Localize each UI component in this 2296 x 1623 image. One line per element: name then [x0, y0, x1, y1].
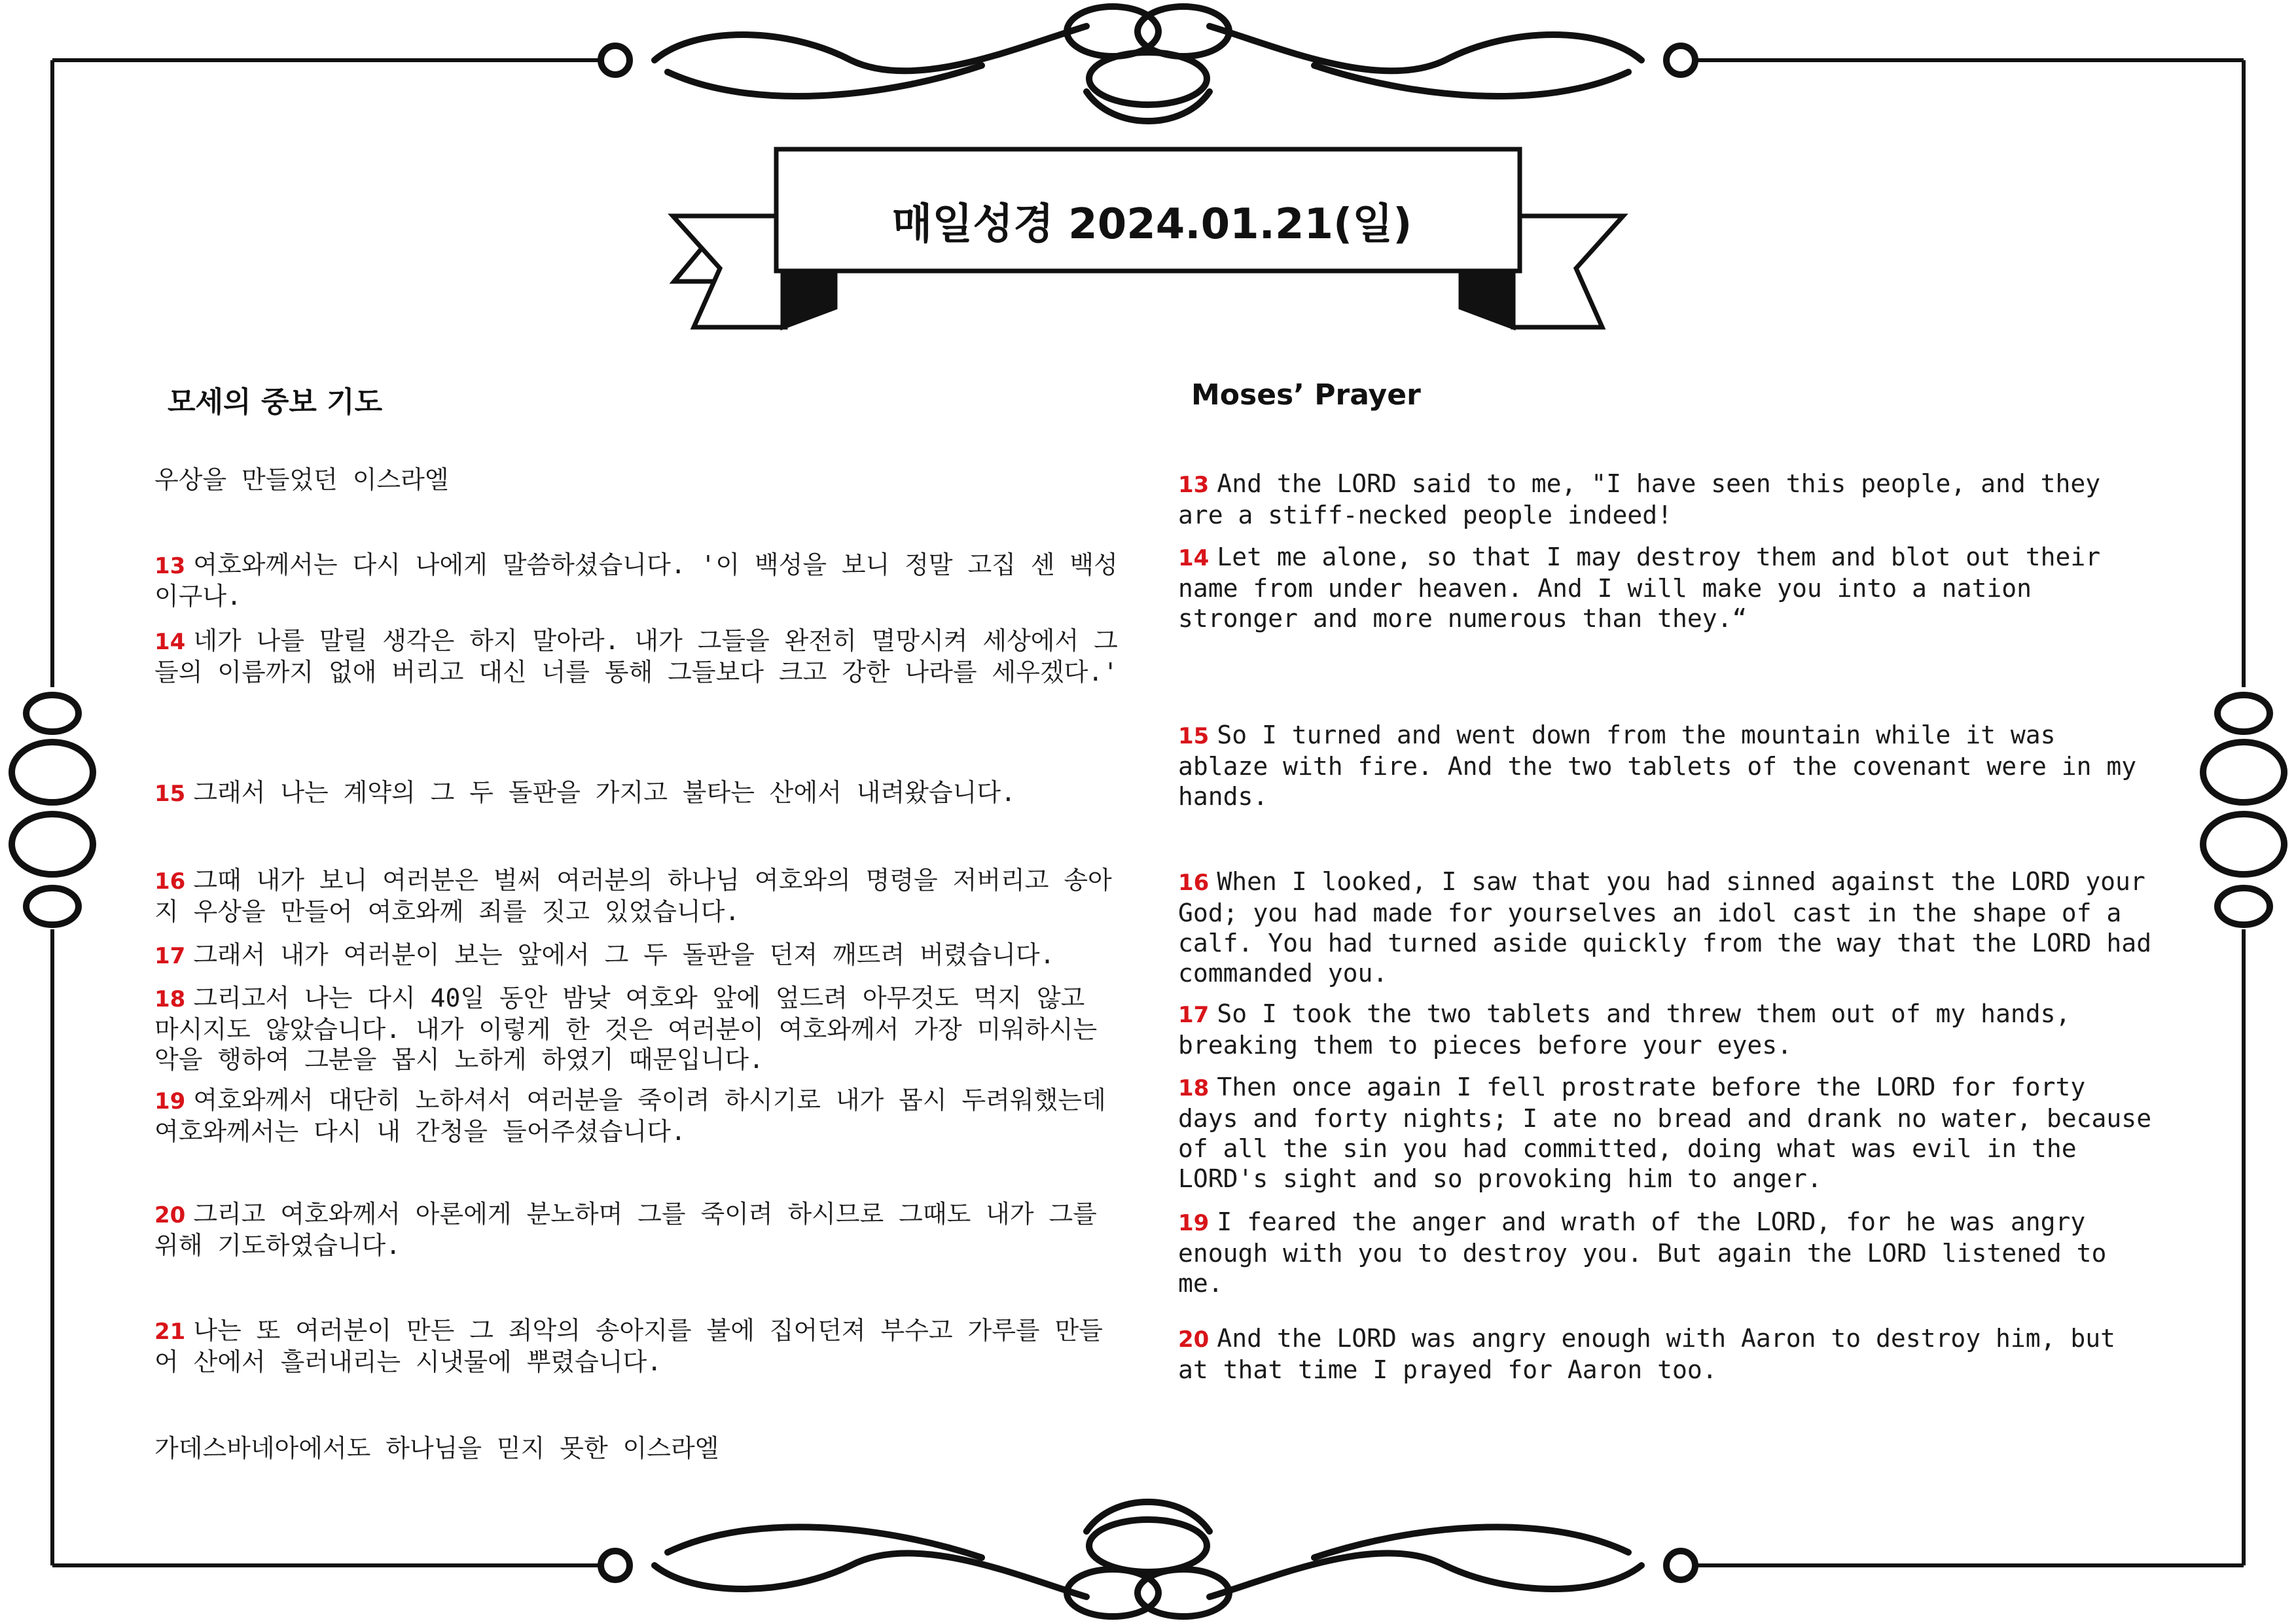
english-verse-19: 19 I feared the anger and wrath of the LORD, for he was angry enough with you to destroy you. But again the LORD listened to me. [1178, 1207, 2107, 1298]
english-verse-14: 14 Let me alone, so that I may destroy them and blot out their name from under heaven. And I will make you into a nation stronger and more numerous than they.“ [1178, 543, 2101, 633]
korean-subtitle-2: 가데스바네아에서도 하나님을 믿지 못한 이스라엘 [154, 1434, 719, 1463]
english-verse-13: 13 And the LORD said to me, "I have seen this people, and they are a stiff-necked people indeed! [1178, 469, 2101, 529]
left-ornament [12, 695, 93, 925]
korean-verse-18: 18 그리고서 나는 다시 40일 동안 밤낮 여호와 앞에 엎드려 아무것도 먹지 않고 마시지도 않았습니다. 내가 이렇게 한 것은 여러분이 여호와께서 가장 미워하시는 악을 행하여 그분을 몹시 노하게 하였기 때문입니다. [154, 984, 1098, 1074]
korean-verse-17: 17 그래서 내가 여러분이 보는 앞에서 그 두 돌판을 던져 깨뜨려 버렸습니다. [154, 940, 1055, 969]
korean-verse-15: 15 그래서 나는 계약의 그 두 돌판을 가지고 불타는 산에서 내려왔습니다. [154, 778, 1016, 807]
english-verse-15: 15 So I turned and went down from the mountain while it was ablaze with fire. And the two tablets of the covenant were in my hands. [1178, 721, 2137, 811]
korean-verse-20: 20 그리고 여호와께서 아론에게 분노하며 그를 죽이려 하시므로 그때도 내가 그를 위해 기도하였습니다. [154, 1200, 1097, 1260]
english-verse-16: 16 When I looked, I saw that you had sinned against the LORD your God; you had made for yourselves an idol cast in the shape of a calf. You had turned aside quickly from the way that the LORD had commanded you. [1178, 867, 2152, 988]
english-verse-17: 17 So I took the two tablets and threw them out of my hands, breaking them to pieces before your eyes. [1178, 999, 2071, 1060]
korean-verse-19: 19 여호와께서 대단히 노하셔서 여러분을 죽이려 하시기로 내가 몹시 두려워했는데 여호와께서는 다시 내 간청을 들어주셨습니다. [154, 1086, 1106, 1146]
right-ornament [2203, 695, 2284, 925]
top-ornament [601, 7, 1695, 121]
english-heading: Moses’ Prayer [1191, 378, 1421, 412]
korean-verse-16: 16 그때 내가 보니 여러분은 벌써 여러분의 하나님 여호와의 명령을 저버리고 송아지 우상을 만들어 여호와께 죄를 짓고 있었습니다. [154, 866, 1112, 926]
bottom-ornament [601, 1502, 1695, 1616]
korean-heading: 모세의 중보 기도 [168, 385, 383, 419]
korean-verse-13: 13 여호와께서는 다시 나에게 말씀하셨습니다. '이 백성을 보니 정말 고집 센 백성이구나. [154, 550, 1118, 611]
korean-verse-21: 21 나는 또 여러분이 만든 그 죄악의 송아지를 불에 집어던져 부수고 가루를 만들어 산에서 흘러내리는 시냇물에 뿌렸습니다. [154, 1316, 1103, 1376]
english-verse-20: 20 And the LORD was angry enough with Aaron to destroy him, but at that time I prayed for Aaron too. [1178, 1324, 2116, 1384]
english-verse-18: 18 Then once again I fell prostrate before the LORD for forty days and forty nights; I ate no bread and drank no water, because of all the sin you had committed, doing what was evil in the LORD's sight and so provoking him to anger. [1178, 1073, 2152, 1193]
korean-verse-14: 14 네가 나를 말릴 생각은 하지 말아라. 내가 그들을 완전히 멸망시켜 세상에서 그들의 이름까지 없애 버리고 대신 너를 통해 그들보다 크고 강한 나라를 세우겠다.' [154, 626, 1119, 687]
page-title: 매일성경 2024.01.21(일) [891, 200, 1412, 249]
korean-subtitle: 우상을 만들었던 이스라엘 [154, 465, 449, 494]
